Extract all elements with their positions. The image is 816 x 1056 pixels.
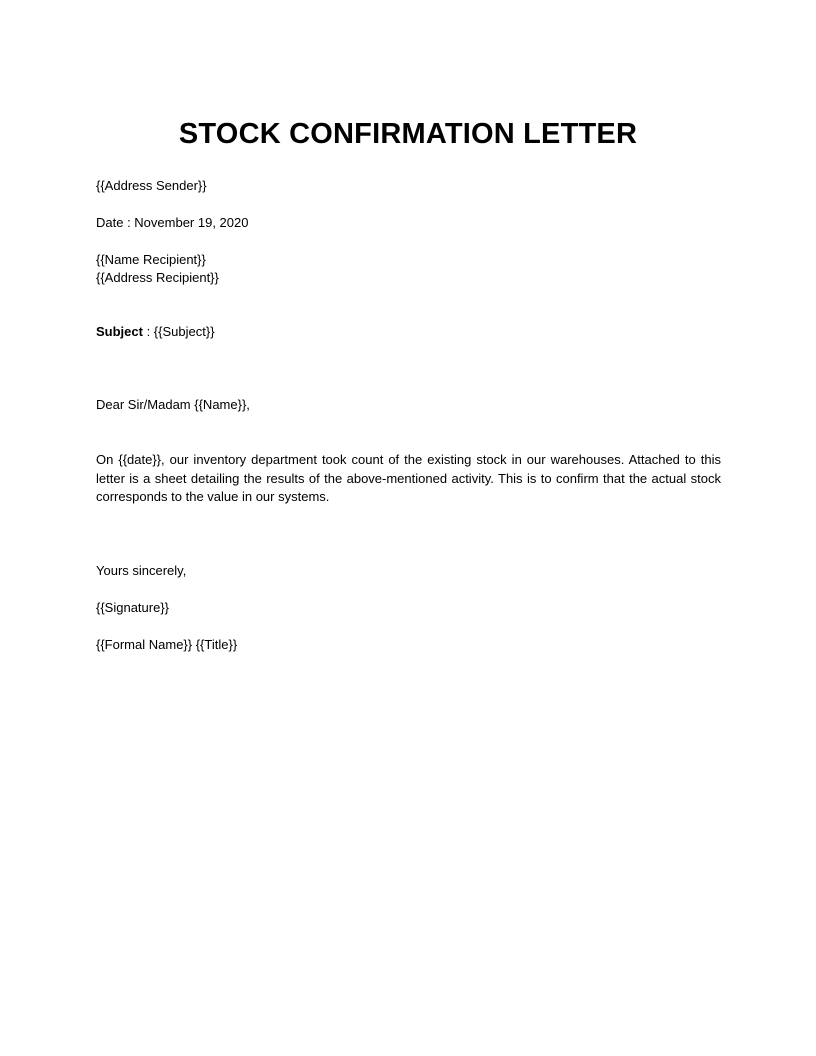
recipient-name: {{Name Recipient}} bbox=[96, 252, 206, 267]
formal-name-title: {{Formal Name}} {{Title}} bbox=[96, 637, 238, 652]
signature-placeholder: {{Signature}} bbox=[96, 600, 170, 615]
sender-address: {{Address Sender}} bbox=[96, 178, 207, 193]
subject-line bbox=[96, 323, 215, 341]
body-paragraph: On {{date}}, our inventory department took count of the existing stock in our warehouses. Attached to this letter is a sheet detailing the results of the above-mentioned activity. This is to confirm that the actual stock corresponds to the value in our systems. bbox=[96, 452, 721, 504]
subject-value: : {{Subject}} bbox=[142, 324, 215, 339]
closing: Yours sincerely, bbox=[96, 563, 187, 578]
document-title: STOCK CONFIRMATION LETTER bbox=[178, 118, 638, 150]
recipient-address: {{Address Recipient}} bbox=[96, 270, 219, 285]
subject-label: Subject bbox=[96, 324, 143, 339]
salutation: Dear Sir/Madam {{Name}}, bbox=[96, 397, 250, 412]
date-line: Date : November 19, 2020 bbox=[96, 215, 249, 230]
